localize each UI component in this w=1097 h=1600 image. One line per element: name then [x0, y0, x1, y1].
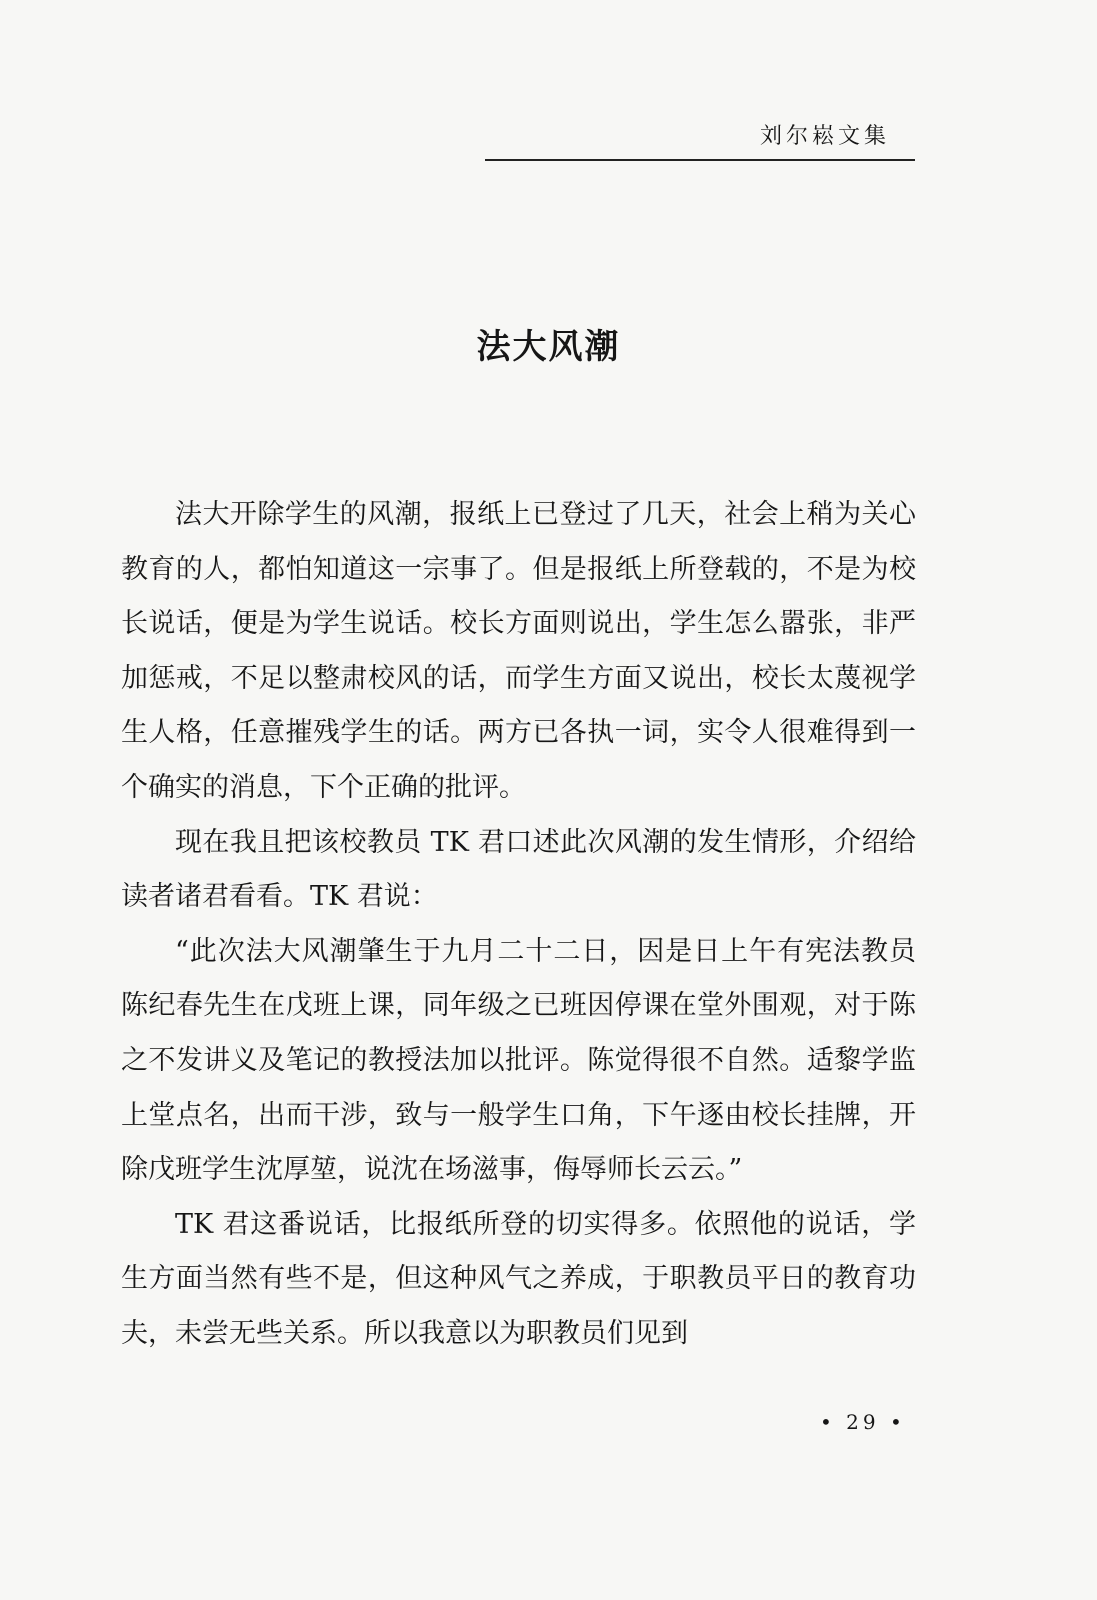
paragraph: “此次法大风潮肇生于九月二十二日，因是日上午有宪法教员陈纪春先生在戊班上课，同年级之已班因停课在堂外围观，对于陈之不发讲义及笔记的教授法加以批评。陈觉得很不自然。适黎学监上堂点名，出而干涉，致与一般学生口角，下午逐由校长挂牌，开除戊班学生沈厚堃，说沈在场滋事，侮辱师长云云。” — [121, 935, 916, 1186]
paragraph: 现在我且把该校教员 TK 君口述此次风潮的发生情形，介绍给读者诸君看看。TK 君说： — [121, 826, 916, 913]
article-title: 法大风潮 — [476, 327, 621, 367]
paragraph: TK 君这番说话，比报纸所登的切实得多。依照他的说话，学生方面当然有些不是，但这种风气之养成，于职教员平日的教育功夫，未尝无些关系。所以我意以为职教员们见到 — [121, 1208, 916, 1349]
article-body — [121, 488, 916, 1362]
header-rule — [485, 159, 915, 161]
paragraph: 法大开除学生的风潮，报纸上已登过了几天，社会上稍为关心教育的人，都怕知道这一宗事了。但是报纸上所登载的，不是为校长说话，便是为学生说话。校长方面则说出，学生怎么嚣张，非严加惩戒，不足以整肃校风的话，而学生方面又说出，校长太蔑视学生人格，任意摧残学生的话。两方已各执一词，实令人很难得到一个确实的消息，下个正确的批评。 — [121, 499, 916, 803]
page-number: • 29 • — [820, 1410, 906, 1434]
running-header: 刘尔崧文集 — [760, 124, 891, 149]
